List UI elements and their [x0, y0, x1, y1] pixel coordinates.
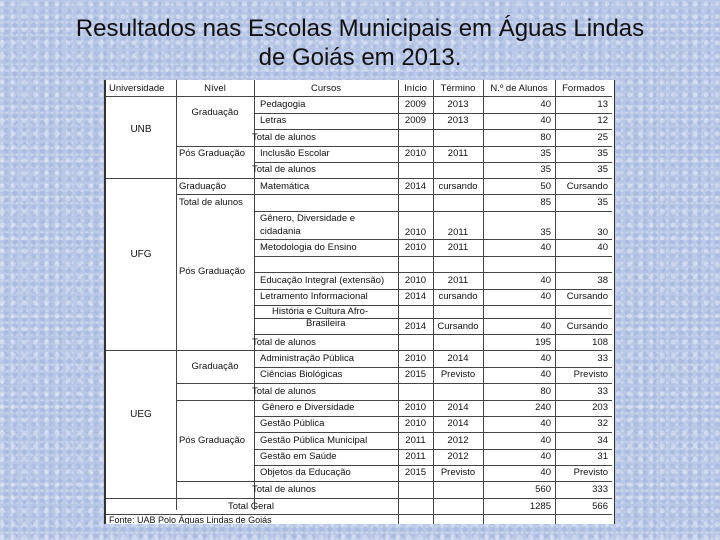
course-name: Objetos da Educação: [260, 467, 351, 478]
grid-line: [106, 498, 612, 499]
end-year: 2011: [447, 242, 469, 253]
student-count: 35: [540, 164, 551, 175]
total-label: Total de alunos: [179, 197, 243, 208]
graduated-count: Previsto: [573, 369, 608, 380]
total-label: Total de alunos: [252, 164, 316, 175]
course-name-line-2: cidadania: [260, 226, 301, 237]
university-ueg: UEG: [130, 409, 152, 420]
end-year: 2013: [447, 99, 469, 110]
level-unb-pos: Pós Graduação: [179, 148, 246, 159]
start-year: 2015: [404, 467, 427, 478]
end-year: 2014: [447, 402, 469, 413]
grid-line: [254, 211, 612, 212]
start-year: 2011: [405, 435, 426, 446]
graduated-count: Cursando: [566, 321, 608, 332]
grid-line: [106, 350, 612, 351]
course-name-line-2: Brasileira: [306, 318, 346, 329]
total-label: Total de alunos: [252, 484, 316, 495]
grid-line: [176, 80, 177, 510]
student-count: 85: [540, 197, 551, 208]
grid-line: [254, 129, 612, 130]
total-label: Total de alunos: [252, 337, 316, 348]
end-year: 2011: [447, 148, 469, 159]
level-unb-graduacao: Graduação: [191, 107, 239, 118]
level-ueg-graduacao: Graduação: [191, 361, 239, 372]
slide-title: [0, 14, 720, 72]
grid-line: [254, 289, 612, 290]
start-year: 2010: [404, 402, 427, 413]
grid-line: [254, 162, 612, 163]
student-count: 40: [540, 353, 551, 364]
student-count: 40: [540, 418, 551, 429]
start-year: 2010: [404, 227, 427, 238]
grand-total-graduated: 566: [592, 501, 608, 512]
header-alunos: N.º de Alunos: [490, 83, 548, 94]
course-name: Inclusão Escolar: [260, 148, 330, 159]
start-year: 2010: [404, 418, 427, 429]
student-count: 40: [540, 467, 551, 478]
graduated-count: 34: [597, 435, 608, 446]
grid-line: [176, 194, 612, 195]
grid-line: [254, 432, 612, 433]
start-year: 2011: [405, 451, 426, 462]
course-name: Matemática: [260, 181, 310, 192]
graduated-count: 38: [597, 275, 608, 286]
grid-line: [176, 481, 612, 482]
student-count: 40: [540, 435, 551, 446]
grid-line: [254, 367, 612, 368]
course-name: Gestão Pública Municipal: [260, 435, 368, 446]
start-year: 2014: [404, 291, 427, 302]
total-label: Total de alunos: [252, 386, 316, 397]
graduated-count: Cursando: [566, 181, 608, 192]
grid-line: [254, 334, 612, 335]
student-count: 40: [540, 99, 551, 110]
grid-line: [254, 239, 612, 240]
end-year: 2011: [447, 275, 469, 286]
graduated-count: 35: [597, 164, 608, 175]
end-year: 2011: [447, 227, 469, 238]
grid-line: [254, 465, 612, 466]
course-name: Administração Pública: [260, 353, 354, 364]
graduated-count: 108: [592, 337, 608, 348]
student-count: 40: [540, 291, 551, 302]
graduated-count: 35: [597, 148, 608, 159]
grid-line: [254, 416, 612, 417]
end-year: 2012: [447, 451, 469, 462]
graduated-count: 30: [597, 227, 608, 238]
student-count: 50: [540, 181, 551, 192]
start-year: 2014: [404, 321, 427, 332]
student-count: 35: [540, 227, 551, 238]
start-year: 2009: [404, 99, 427, 110]
student-count: 40: [540, 275, 551, 286]
graduated-count: Previsto: [573, 467, 608, 478]
graduated-count: 12: [597, 115, 608, 126]
end-year: 2014: [447, 418, 469, 429]
source-note: Fonte: UAB Polo Águas Lindas de Goiás: [109, 515, 272, 524]
end-year: 2014: [447, 353, 469, 364]
course-name: Pedagogia: [260, 99, 306, 110]
university-unb: UNB: [130, 124, 152, 135]
course-name: Letras: [260, 115, 287, 126]
student-count: 40: [540, 321, 551, 332]
course-name: Metodologia do Ensino: [260, 242, 357, 253]
student-count: 195: [535, 337, 551, 348]
grid-line: [106, 178, 612, 179]
header-cursos: Cursos: [310, 83, 342, 94]
course-name-line-1: História e Cultura Afro-: [272, 306, 369, 317]
end-year: cursando: [438, 181, 478, 192]
course-name: Educação Integral (extensão): [260, 275, 385, 286]
end-year: Previsto: [440, 369, 476, 380]
student-count: 560: [535, 484, 551, 495]
title-line-2: de Goiás em 2013.: [258, 44, 462, 71]
level-ufg-pos: Pós Graduação: [179, 266, 246, 277]
university-ufg: UFG: [130, 249, 152, 260]
grid-line: [254, 113, 612, 114]
header-inicio: Início: [404, 83, 427, 94]
student-count: 40: [540, 242, 551, 253]
level-ufg-graduacao: Graduação: [179, 181, 227, 192]
start-year: 2010: [404, 275, 427, 286]
graduated-count: 40: [597, 242, 608, 253]
results-table: [104, 80, 615, 524]
grid-line: [254, 449, 612, 450]
header-nivel: Nível: [204, 83, 226, 94]
start-year: 2010: [404, 148, 427, 159]
graduated-count: 31: [597, 451, 608, 462]
title-line-1: Resultados nas Escolas Municipais em Águas Lindas: [75, 15, 645, 42]
level-ueg-pos: Pós Graduação: [179, 435, 246, 446]
course-name: Gênero e Diversidade: [262, 402, 355, 413]
graduated-count: 33: [597, 386, 608, 397]
grid-line: [176, 146, 612, 147]
graduated-count: 25: [597, 132, 608, 143]
grand-total-label: Total Geral: [228, 501, 274, 512]
course-name: Gestão em Saúde: [260, 451, 337, 462]
course-name: Letramento Informacional: [260, 291, 368, 302]
graduated-count: 13: [597, 99, 608, 110]
course-name: Gestão Pública: [260, 418, 325, 429]
grand-total-students: 1285: [529, 501, 551, 512]
graduated-count: 333: [592, 484, 608, 495]
course-name: Ciências Biológicas: [260, 369, 343, 380]
header-universidade: Universidade: [109, 83, 165, 94]
grid-line: [254, 80, 255, 510]
start-year: 2015: [404, 369, 427, 380]
end-year: 2013: [447, 115, 469, 126]
end-year: Cursando: [437, 321, 479, 332]
end-year: 2012: [447, 435, 469, 446]
graduated-count: 35: [597, 197, 608, 208]
grid-line: [176, 400, 612, 401]
end-year: cursando: [438, 291, 478, 302]
grid-line: [106, 96, 612, 97]
start-year: 2010: [404, 242, 427, 253]
grid-line: [176, 383, 612, 384]
start-year: 2010: [404, 353, 427, 364]
student-count: 40: [540, 451, 551, 462]
graduated-count: 32: [597, 418, 608, 429]
student-count: 80: [540, 386, 551, 397]
course-name-line-1: Gênero, Diversidade e: [260, 213, 356, 224]
start-year: 2014: [404, 181, 427, 192]
student-count: 35: [540, 148, 551, 159]
start-year: 2009: [404, 115, 427, 126]
grid-line: [254, 272, 612, 273]
header-formados: Formados: [562, 83, 605, 94]
end-year: Previsto: [440, 467, 476, 478]
student-count: 40: [540, 369, 551, 380]
header-termino: Término: [440, 83, 476, 94]
graduated-count: 203: [592, 402, 608, 413]
student-count: 80: [540, 132, 551, 143]
student-count: 240: [535, 402, 551, 413]
student-count: 40: [540, 115, 551, 126]
grid-line: [254, 256, 612, 257]
graduated-count: Cursando: [566, 291, 608, 302]
total-label: Total de alunos: [252, 132, 316, 143]
graduated-count: 33: [597, 353, 608, 364]
